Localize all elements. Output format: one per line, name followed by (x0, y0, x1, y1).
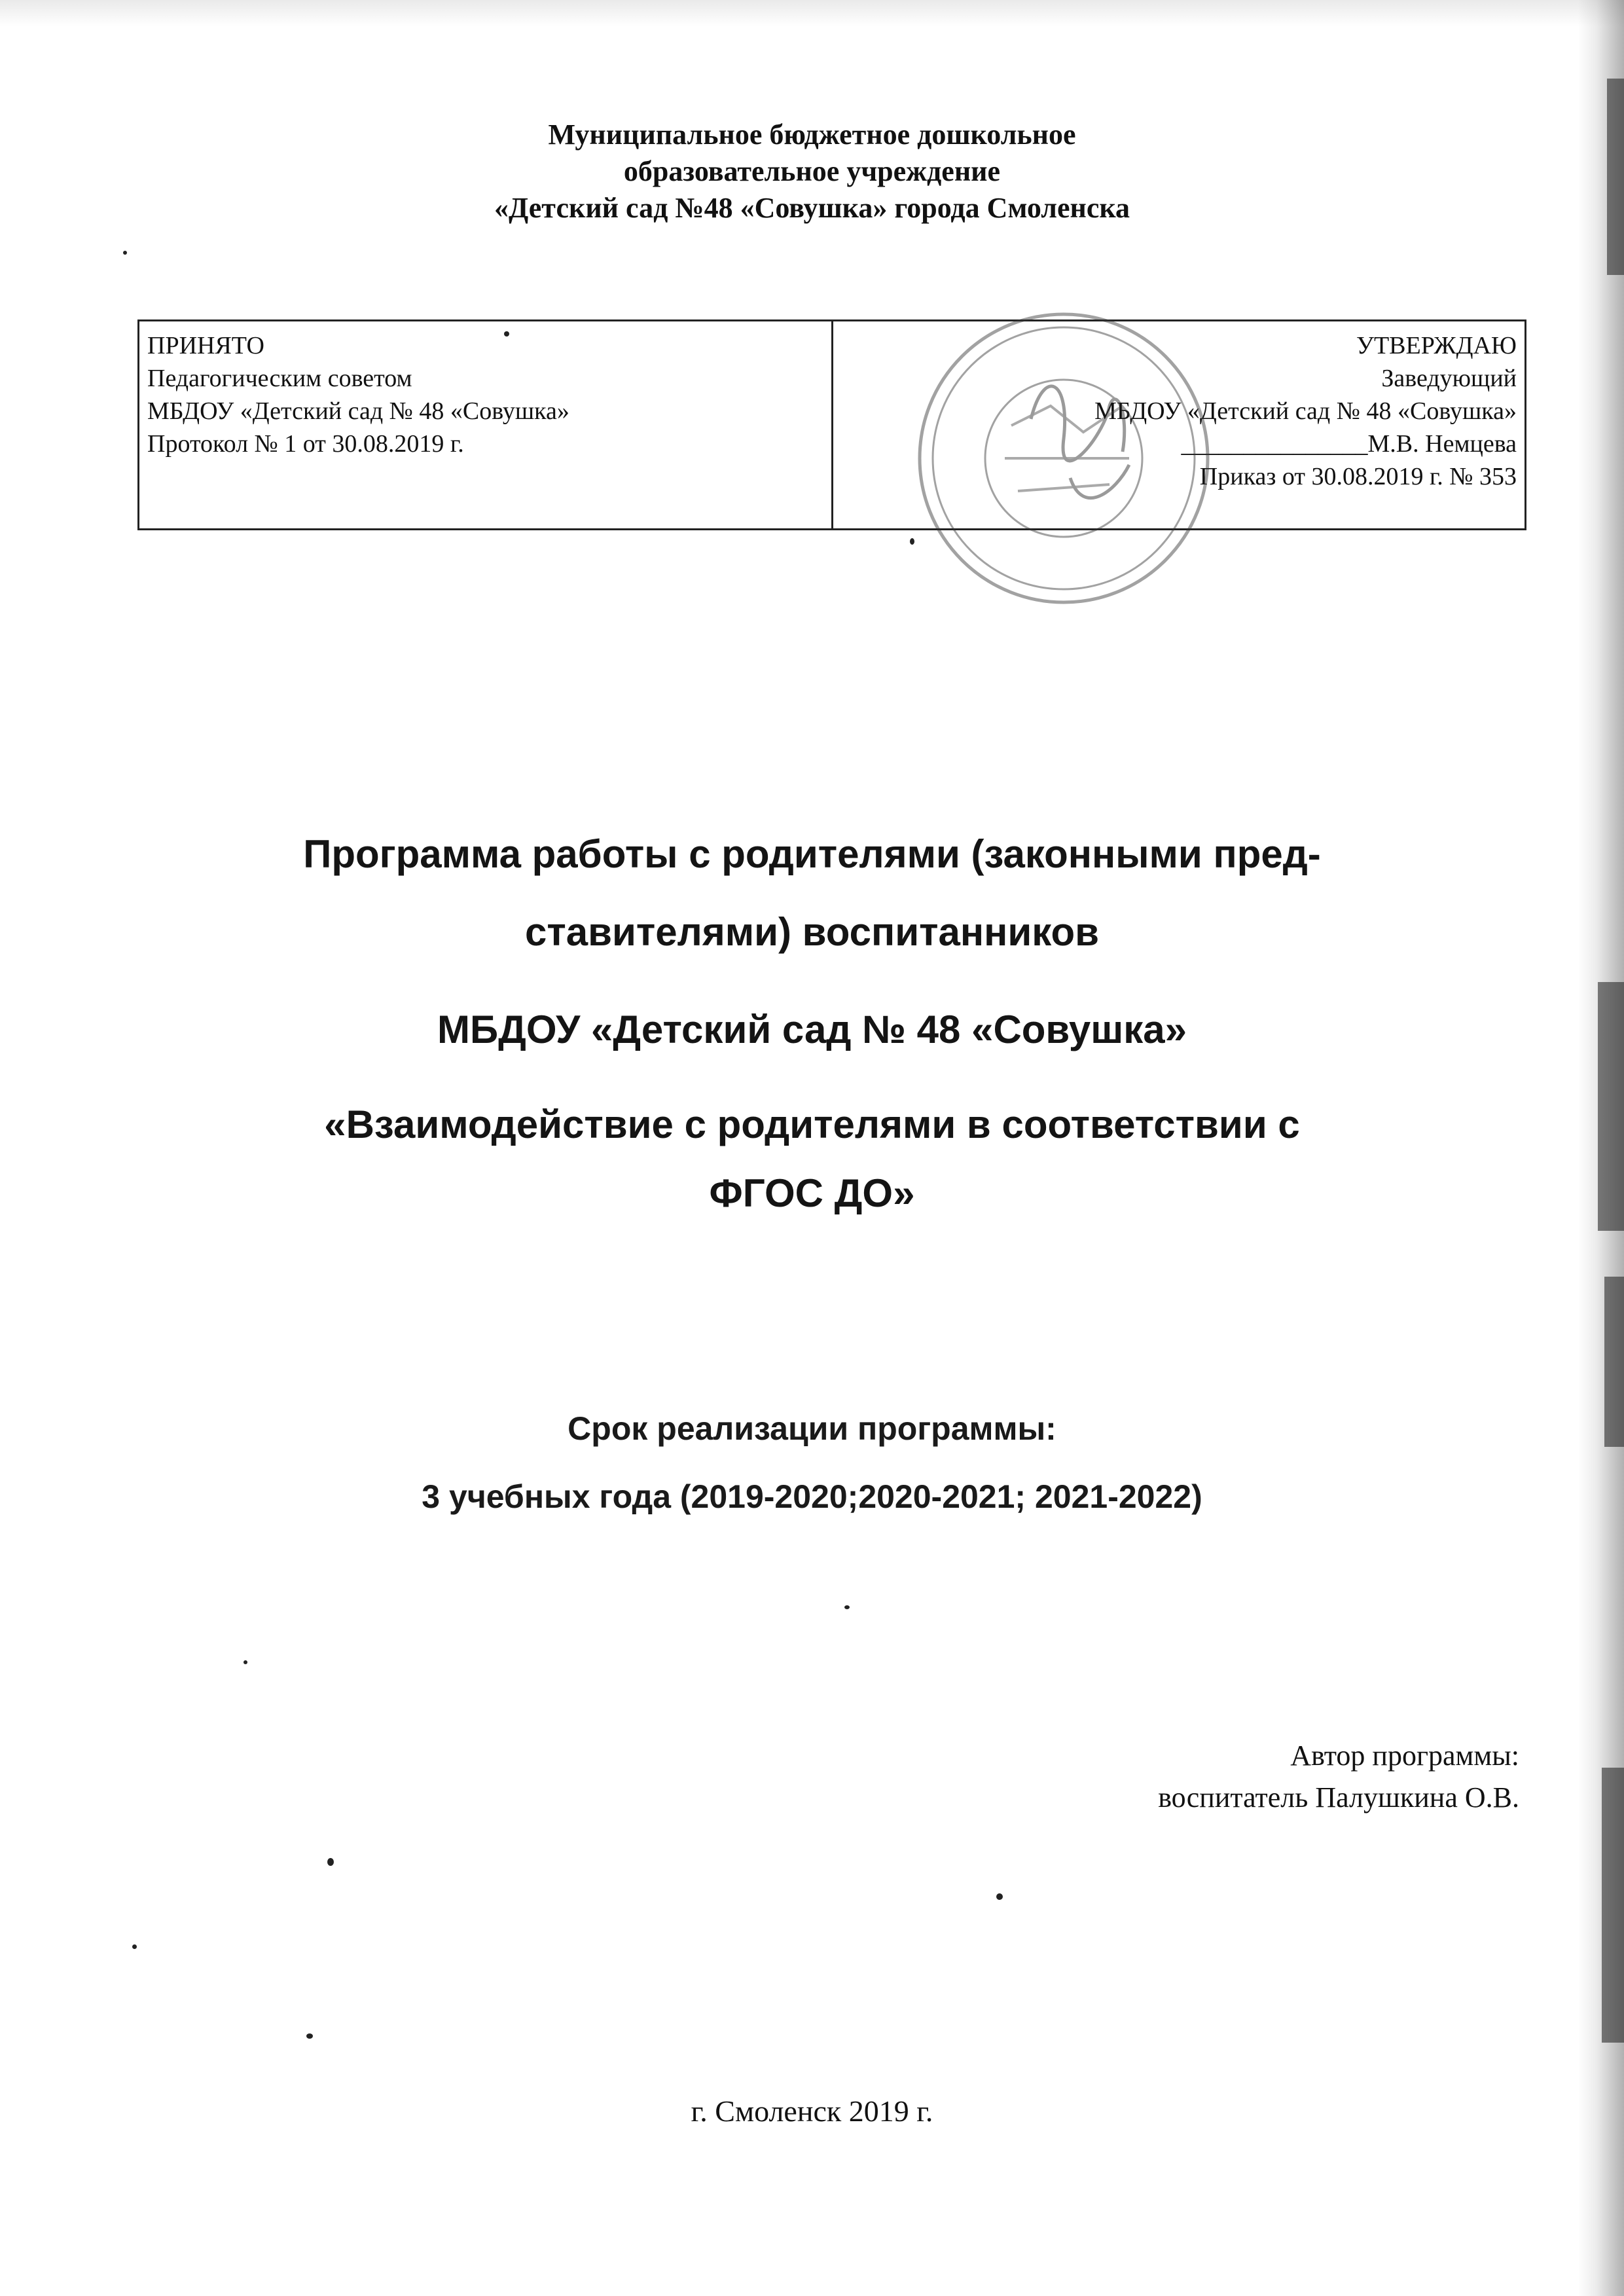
scan-speck (910, 538, 914, 545)
title-line: МБДОУ «Детский сад № 48 «Совушка» (437, 1008, 1187, 1051)
scan-speck (132, 1944, 137, 1949)
scan-speck (123, 251, 127, 255)
official-stamp-icon (913, 308, 1214, 609)
footer-city: г. Смоленск 2019 г. (691, 2094, 933, 2128)
title-line: «Взаимодействие с родителями в соответствии с (324, 1102, 1300, 1146)
author-line: Автор программы: (1290, 1740, 1519, 1772)
title-line: ставителями) воспитанников (524, 910, 1100, 954)
approved-line: _______________М.В. Немцева (1181, 430, 1517, 458)
scan-speck (844, 1605, 850, 1609)
title-line: ФГОС ДО» (709, 1171, 915, 1215)
approved-line: Приказ от 30.08.2019 г. № 353 (1199, 463, 1517, 490)
scan-shadow-top (0, 0, 1624, 26)
scan-speck (996, 1893, 1003, 1900)
term-line: Срок реализации программы: (568, 1410, 1056, 1447)
accepted-block (139, 321, 833, 528)
program-term (0, 1394, 1624, 1531)
title-line: Программа работы с родителями (законными пред- (303, 832, 1321, 876)
program-author (1158, 1735, 1519, 1819)
scan-speck (244, 1660, 247, 1664)
scan-speck (504, 331, 509, 337)
term-line: 3 учебных года (2019-2020;2020-2021; 2021-2022) (422, 1478, 1202, 1515)
accepted-line: МБДОУ «Детский сад № 48 «Совушка» (147, 397, 569, 425)
approved-line: МБДОУ «Детский сад № 48 «Совушка» (1094, 397, 1517, 425)
scan-shadow-right (1578, 0, 1624, 2296)
scan-speck (306, 2033, 313, 2039)
institution-line: Муниципальное бюджетное дошкольное (548, 118, 1076, 151)
approved-line: Заведующий (1381, 365, 1517, 392)
institution-line: «Детский сад №48 «Совушка» города Смоленска (494, 192, 1130, 224)
accepted-line: ПРИНЯТО (147, 332, 264, 359)
author-line: воспитатель Палушкина О.В. (1158, 1781, 1519, 1813)
approval-table (137, 319, 1526, 530)
scan-speck (327, 1858, 334, 1866)
accepted-line: Педагогическим советом (147, 365, 412, 392)
institution-header (0, 117, 1624, 227)
approved-line: УТВЕРЖДАЮ (1356, 332, 1517, 359)
accepted-line: Протокол № 1 от 30.08.2019 г. (147, 430, 464, 458)
program-title (65, 831, 1559, 1216)
institution-line: образовательное учреждение (623, 155, 1001, 187)
